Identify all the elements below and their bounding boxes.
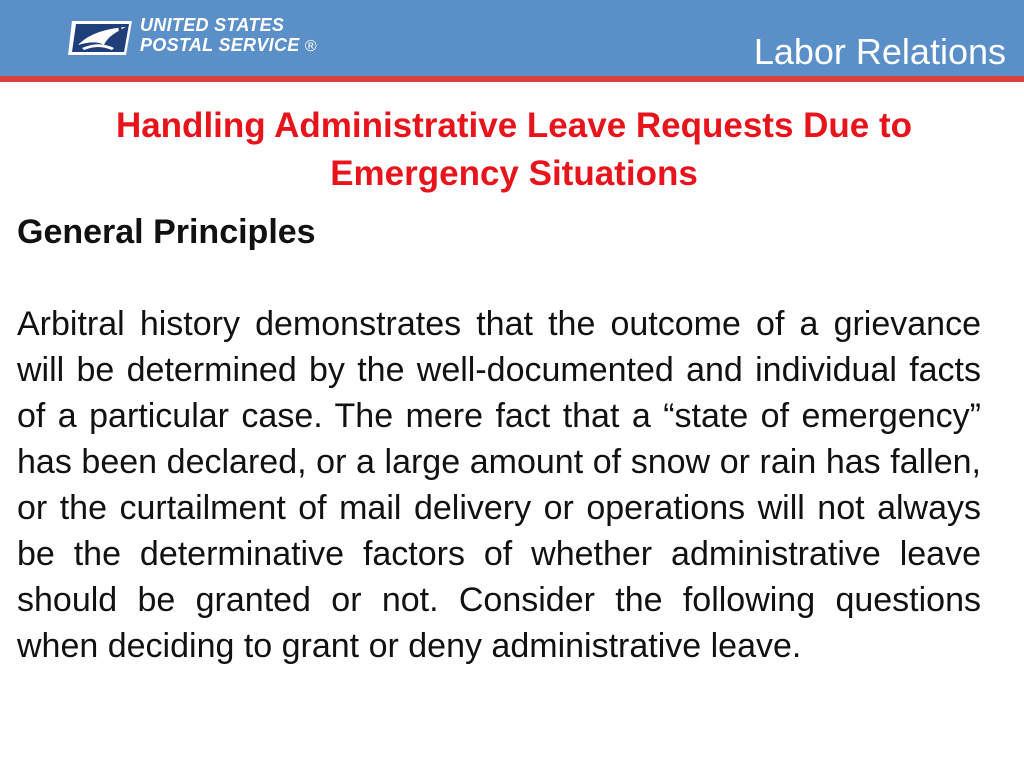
section-label: Labor Relations xyxy=(753,31,1006,72)
logo-line-1: UNITED STATES xyxy=(140,15,285,35)
slide-body-text: Arbitral history demonstrates that the outcome of a grievance will be determined by the well-documented and individual facts of a particular case. The mere fact that a “state of emergency” has been declared, or a large amount of snow or rain has fallen, or the curtailment of mail delivery or operations will not always be the determinative factors of whether administrative leave should be granted or not. Consider the following questions when deciding to grant or deny administrative leave. xyxy=(17,305,981,665)
usps-logo xyxy=(68,14,317,58)
eagle-icon xyxy=(68,15,134,57)
slide-subtitle: General Principles xyxy=(17,213,316,251)
logo-line-2: POSTAL SERVICE xyxy=(140,35,300,55)
header-divider xyxy=(0,76,1024,82)
logo-wordmark xyxy=(140,15,317,57)
slide-title: Handling Administrative Leave Requests Due to Emergency Situations xyxy=(115,106,913,193)
header-bar xyxy=(0,0,1024,76)
registered-mark: ® xyxy=(304,38,317,55)
